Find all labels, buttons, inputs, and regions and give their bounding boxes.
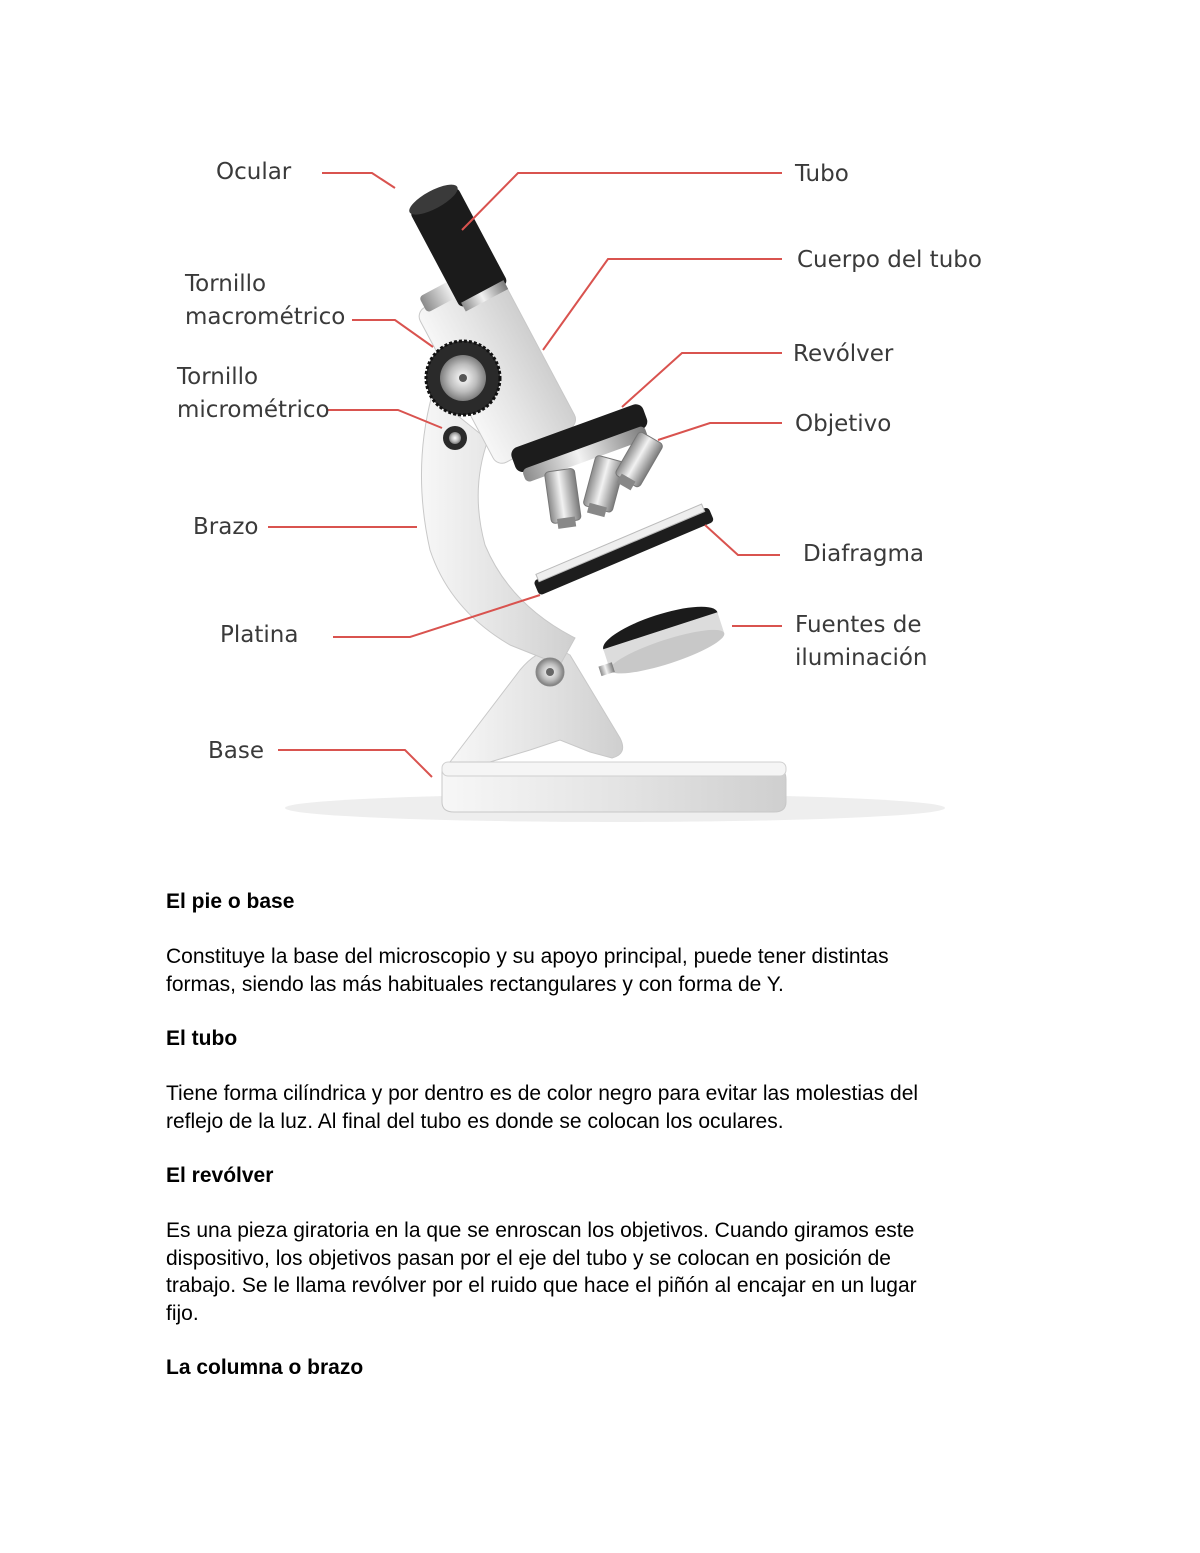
leader-cuerpo	[543, 259, 782, 350]
section-title: El revólver	[166, 1164, 274, 1187]
objective-1	[544, 468, 582, 530]
label-fuentes-de-iluminacion: Fuentes de iluminación	[795, 612, 928, 671]
leader-micro	[327, 410, 442, 428]
pillar	[450, 650, 623, 762]
section-text: Tiene forma cilíndrica y por dentro es de color negro para evitar las molestias del reflejo de la luz. Al final del tubo es donde se colocan los oculares.	[166, 1082, 919, 1133]
label-platina: Platina	[220, 622, 299, 648]
section-title: La columna o brazo	[166, 1356, 364, 1379]
microscope-figure	[150, 140, 1030, 840]
label-tubo: Tubo	[795, 161, 849, 187]
label-cuerpo-del-tubo: Cuerpo del tubo	[797, 247, 982, 273]
label-tornillo-micrometrico: Tornillo micrométrico	[177, 364, 330, 423]
leader-ocular	[322, 173, 395, 188]
eyepiece	[405, 179, 510, 313]
section-revolver	[166, 1162, 1046, 1327]
section-pie-base	[166, 888, 1046, 998]
leader-diafragma	[705, 525, 780, 555]
document-body	[166, 888, 1046, 1382]
label-base: Base	[208, 738, 265, 764]
section-tubo	[166, 1025, 1046, 1135]
section-title: El tubo	[166, 1027, 238, 1050]
label-tornillo-macrometrico: Tornillo macrométrico	[185, 271, 346, 330]
section-title: El pie o base	[166, 890, 295, 913]
label-diafragma: Diafragma	[803, 541, 924, 567]
label-ocular: Ocular	[216, 159, 292, 185]
leader-macro	[352, 320, 433, 347]
leader-base	[278, 750, 432, 777]
coarse-knob-center	[459, 374, 467, 382]
label-objetivo: Objetivo	[795, 411, 892, 437]
label-brazo: Brazo	[193, 514, 259, 540]
section-text: Constituye la base del microscopio y su apoyo principal, puede tener distintas formas, siendo las más habituales rectangulares y con forma de Y.	[166, 945, 889, 996]
leader-objetivo	[658, 423, 782, 440]
section-text: Es una pieza giratoria en la que se enroscan los objetivos. Cuando giramos este dispositivo, los objetivos pasan por el eje del tubo y se colocan en posición de trabajo. Se le llama revólver por el ruido que hace el piñón al encajar en un lugar fijo.	[166, 1219, 917, 1325]
base-top	[442, 762, 786, 776]
objective-2	[581, 455, 625, 519]
label-revolver: Revólver	[793, 341, 894, 367]
pivot-knob-center	[546, 668, 554, 676]
leader-revolver	[622, 353, 782, 407]
fine-knob-inner	[449, 432, 461, 444]
leader-tubo	[462, 173, 782, 230]
section-columna-brazo	[166, 1354, 1046, 1382]
illuminator	[589, 597, 728, 685]
